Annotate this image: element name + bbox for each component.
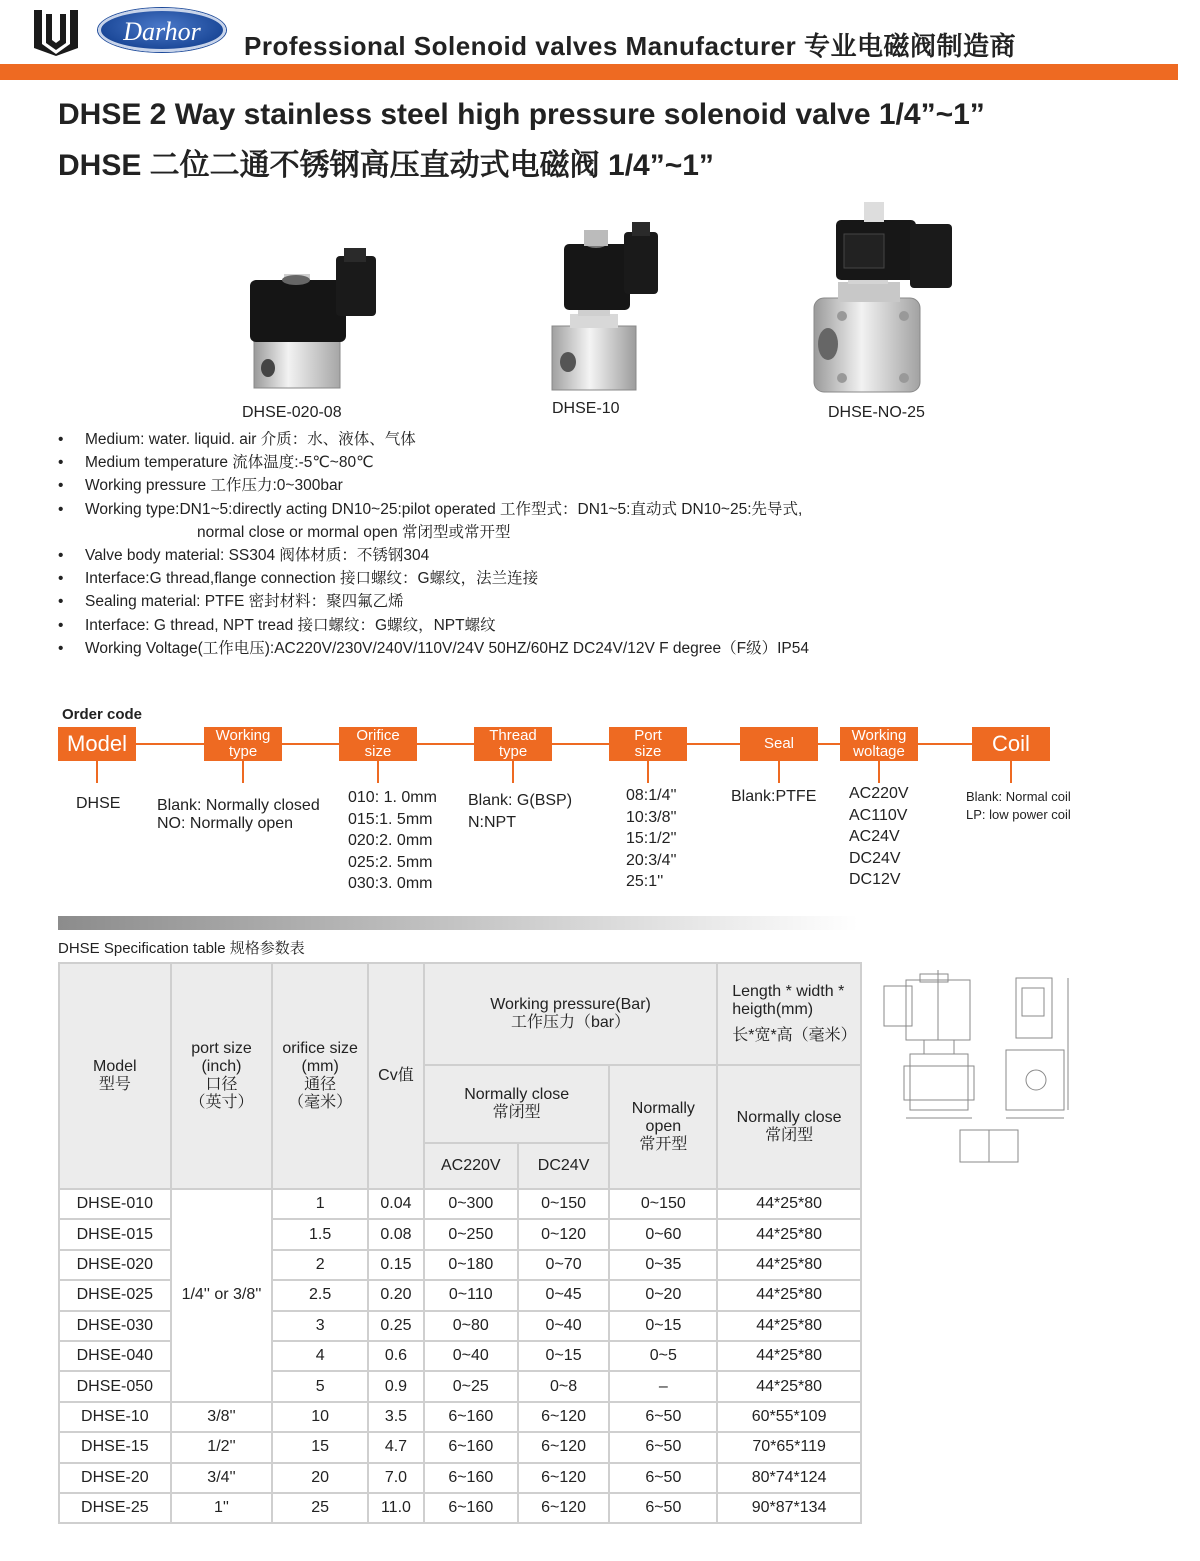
header-tagline: Professional Solenoid valves Manufacturer 专业电磁阀制造商 xyxy=(244,31,1016,61)
cell-cv: 0.9 xyxy=(368,1371,424,1401)
header-text: Length * width * xyxy=(732,983,845,1000)
cell-cv: 4.7 xyxy=(368,1432,424,1462)
spec-table-title: DHSE Specification table 规格参数表 xyxy=(58,940,305,957)
cell-model: DHSE-15 xyxy=(59,1432,171,1462)
header-text: 通径 xyxy=(304,1076,337,1093)
order-option: Blank: Normally closed xyxy=(157,797,320,814)
order-box-seal xyxy=(740,727,818,761)
cell-dim: 60*55*109 xyxy=(717,1402,861,1432)
cell-model: DHSE-10 xyxy=(59,1402,171,1432)
table-row xyxy=(59,1432,861,1462)
order-option: AC220V xyxy=(849,785,909,802)
order-box-label: Model xyxy=(67,731,127,756)
cell-dim: 44*25*80 xyxy=(717,1341,861,1371)
cell-dim: 44*25*80 xyxy=(717,1189,861,1219)
header-text: 常闭型 xyxy=(492,1104,541,1121)
feature-text: Working Voltage(工作电压):AC220V/230V/240V/110V/24V 50HZ/60HZ DC24V/12V F degree（F级）IP54 xyxy=(85,639,809,657)
header-text: （英寸） xyxy=(189,1094,254,1111)
cell-no: 6~50 xyxy=(609,1402,717,1432)
order-stem xyxy=(647,761,649,783)
header-port-size xyxy=(171,963,273,1189)
cell-ac: 6~160 xyxy=(424,1493,518,1523)
cell-dim: 70*65*119 xyxy=(717,1432,861,1462)
header-divider xyxy=(0,64,1178,80)
cell-orifice: 2 xyxy=(272,1250,368,1280)
header-cv: Cv值 xyxy=(368,963,424,1189)
order-box-label-2: type xyxy=(498,743,528,760)
cell-model: DHSE-050 xyxy=(59,1371,171,1401)
order-options-coil xyxy=(966,788,1071,824)
order-box-label: Working xyxy=(851,727,907,744)
cell-ac: 0~300 xyxy=(424,1189,518,1219)
cell-cv: 7.0 xyxy=(368,1463,424,1493)
order-option: N:NPT xyxy=(468,813,516,831)
order-box-model xyxy=(58,727,136,761)
order-options-thread-type xyxy=(468,790,572,833)
header-text: Model xyxy=(93,1058,137,1075)
cell-dc: 6~120 xyxy=(518,1493,610,1523)
cell-orifice: 20 xyxy=(272,1463,368,1493)
header-text: (inch) xyxy=(201,1058,242,1075)
order-box-thread-type xyxy=(474,727,552,761)
header-ac220v: AC220V xyxy=(424,1143,518,1189)
cell-ac: 6~160 xyxy=(424,1463,518,1493)
header-text: (mm) xyxy=(301,1058,339,1075)
table-row xyxy=(59,1189,861,1219)
header-text: Working pressure(Bar) xyxy=(490,996,651,1013)
feature-item xyxy=(58,428,1058,451)
header-text: 常开型 xyxy=(639,1136,688,1153)
product-image-dhse-no-25 xyxy=(808,198,958,398)
product-image-dhse-10 xyxy=(548,222,664,398)
feature-item xyxy=(58,474,1058,497)
header-normally-close xyxy=(424,1065,610,1143)
cell-port: 1'' xyxy=(171,1493,273,1523)
cell-cv: 0.15 xyxy=(368,1250,424,1280)
order-box-label-2: type xyxy=(228,743,258,760)
feature-text: Valve body material: SS304 阀体材质：不锈钢304 xyxy=(85,547,430,565)
order-box-port-size xyxy=(609,727,687,761)
cell-ac: 0~40 xyxy=(424,1341,518,1371)
table-row xyxy=(59,1493,861,1523)
order-stem xyxy=(1010,761,1012,783)
product-image-dhse-020-08 xyxy=(244,246,384,392)
order-option: 20:3/4'' xyxy=(626,851,677,869)
order-option: 010: 1. 0mm xyxy=(348,789,437,806)
order-stem xyxy=(377,761,379,783)
feature-list xyxy=(58,428,1058,660)
page-title-en: DHSE 2 Way stainless steel high pressure solenoid valve 1/4”~1” xyxy=(58,98,985,131)
order-option: AC110V xyxy=(849,806,908,824)
header-text: 口径 xyxy=(205,1076,238,1093)
feature-text: Medium: water. liquid. air 介质：水、液体、气体 xyxy=(85,431,416,448)
cell-orifice: 10 xyxy=(272,1402,368,1432)
cell-dc: 0~150 xyxy=(518,1189,610,1219)
page-header xyxy=(0,0,1200,86)
cell-dc: 6~120 xyxy=(518,1402,610,1432)
cell-dim: 44*25*80 xyxy=(717,1280,861,1310)
cell-no: 6~50 xyxy=(609,1493,717,1523)
cell-model: DHSE-030 xyxy=(59,1311,171,1341)
header-text: （毫米） xyxy=(288,1094,353,1111)
order-box-label: Coil xyxy=(992,731,1030,756)
order-option: LP: low power coil xyxy=(966,807,1071,822)
order-options-working-voltage xyxy=(849,783,909,891)
header-text: Normally close xyxy=(736,1109,842,1126)
cell-dim: 44*25*80 xyxy=(717,1250,861,1280)
header-text: 工作压力（bar） xyxy=(510,1014,631,1031)
feature-item xyxy=(58,544,1058,567)
cell-orifice: 15 xyxy=(272,1432,368,1462)
table-row xyxy=(59,1402,861,1432)
header-text: open xyxy=(645,1118,682,1135)
cell-cv: 0.04 xyxy=(368,1189,424,1219)
order-option: 030:3. 0mm xyxy=(348,875,433,892)
order-option: 020:2. 0mm xyxy=(348,832,433,849)
order-options-working-type xyxy=(157,795,320,834)
order-box-label: Port xyxy=(634,727,662,744)
header-text: port size xyxy=(191,1040,252,1057)
order-box-label-2: woltage xyxy=(853,743,905,760)
header-dc24v: DC24V xyxy=(518,1143,610,1189)
feature-text: Interface: G thread, NPT tread 接口螺纹：G螺纹，NPT螺纹 xyxy=(85,616,496,634)
order-options-seal xyxy=(731,786,816,808)
header-working-pressure xyxy=(424,963,717,1065)
page-title-cn: DHSE 二位二通不锈钢高压直动式电磁阀 1/4”~1” xyxy=(58,149,714,182)
order-option: DHSE xyxy=(76,795,121,812)
cell-port: 3/4'' xyxy=(171,1463,273,1493)
cell-model: DHSE-025 xyxy=(59,1280,171,1310)
product-label: DHSE-NO-25 xyxy=(828,404,925,421)
technical-drawing xyxy=(876,970,1076,1170)
order-option: 10:3/8'' xyxy=(626,808,677,826)
header-text: Normally xyxy=(631,1100,695,1117)
header-text: 常闭型 xyxy=(765,1127,814,1144)
product-label: DHSE-10 xyxy=(552,400,620,417)
cell-orifice: 3 xyxy=(272,1311,368,1341)
cell-no: 6~50 xyxy=(609,1432,717,1462)
cell-dc: 6~120 xyxy=(518,1463,610,1493)
cell-cv: 3.5 xyxy=(368,1402,424,1432)
header-text: 型号 xyxy=(98,1076,131,1093)
order-box-label: Orifice xyxy=(356,727,400,744)
cell-cv: 0.25 xyxy=(368,1311,424,1341)
feature-text: Sealing material: PTFE 密封材料：聚四氟乙烯 xyxy=(85,593,404,611)
cell-port-shared: 1/4'' or 3/8'' xyxy=(171,1189,273,1402)
brand-name: Darhor xyxy=(123,17,201,46)
feature-text: Working type:DN1~5:directly acting DN10~25:pilot operated 工作型式：DN1~5:直动式 DN10~25:先导式, xyxy=(85,500,803,518)
cell-model: DHSE-20 xyxy=(59,1463,171,1493)
order-option: 15:1/2'' xyxy=(626,830,677,847)
order-option: AC24V xyxy=(849,828,900,845)
order-stem xyxy=(512,761,514,783)
header-dim-normally-close xyxy=(717,1065,861,1189)
feature-text: Working pressure 工作压力:0~300bar xyxy=(85,477,343,495)
header-text: Normally close xyxy=(464,1086,570,1103)
feature-text-continued: normal close or mormal open 常闭型或常开型 xyxy=(197,523,511,541)
cell-model: DHSE-040 xyxy=(59,1341,171,1371)
header-model xyxy=(59,963,171,1189)
order-box-label-2: size xyxy=(634,743,662,760)
order-option: Blank:PTFE xyxy=(731,788,817,805)
header-dimensions xyxy=(717,963,861,1065)
order-code-title: Order code xyxy=(62,706,143,723)
cell-cv: 0.6 xyxy=(368,1341,424,1371)
cell-dc: 0~15 xyxy=(518,1341,610,1371)
cell-ac: 0~250 xyxy=(424,1219,518,1249)
feature-text: Interface:G thread,flange connection 接口螺纹：G螺纹，法兰连接 xyxy=(85,570,539,588)
cell-orifice: 1 xyxy=(272,1189,368,1219)
brand-logo xyxy=(98,8,226,52)
feature-text: Medium temperature 流体温度:-5℃~80℃ xyxy=(85,454,374,472)
cell-dc: 0~40 xyxy=(518,1311,610,1341)
order-stem xyxy=(96,761,98,783)
header-text: heigth(mm) xyxy=(732,1001,814,1018)
header-text: 长*宽*高（毫米） xyxy=(732,1027,857,1044)
cell-no: 0~150 xyxy=(609,1189,717,1219)
cell-dim: 44*25*80 xyxy=(717,1311,861,1341)
order-option: 25:1'' xyxy=(626,873,664,890)
cell-orifice: 2.5 xyxy=(272,1280,368,1310)
product-label: DHSE-020-08 xyxy=(242,404,342,421)
cell-ac: 0~180 xyxy=(424,1250,518,1280)
order-stem xyxy=(242,761,244,783)
cell-ac: 0~110 xyxy=(424,1280,518,1310)
cell-dim: 80*74*124 xyxy=(717,1463,861,1493)
cell-dim: 44*25*80 xyxy=(717,1371,861,1401)
order-option: 025:2. 5mm xyxy=(348,853,433,871)
cell-no: 6~50 xyxy=(609,1463,717,1493)
table-header-row xyxy=(59,963,861,1065)
cell-dim: 44*25*80 xyxy=(717,1219,861,1249)
cell-cv: 0.08 xyxy=(368,1219,424,1249)
cell-model: DHSE-015 xyxy=(59,1219,171,1249)
cell-no: 0~60 xyxy=(609,1219,717,1249)
cell-dim: 90*87*134 xyxy=(717,1493,861,1523)
cell-cv: 11.0 xyxy=(368,1493,424,1523)
header-text: orifice size xyxy=(282,1040,358,1057)
order-option: DC24V xyxy=(849,849,901,867)
feature-item xyxy=(58,451,1058,474)
header-normally-open xyxy=(609,1065,717,1189)
order-option: 015:1. 5mm xyxy=(348,810,433,828)
cell-orifice: 25 xyxy=(272,1493,368,1523)
order-options-port-size xyxy=(626,785,677,893)
cell-model: DHSE-25 xyxy=(59,1493,171,1523)
order-option: 08:1/4'' xyxy=(626,787,677,804)
order-box-working-type xyxy=(204,727,282,761)
order-box-label: Thread xyxy=(489,727,537,744)
order-option: NO: Normally open xyxy=(157,814,294,832)
order-option: Blank: Normal coil xyxy=(966,789,1071,804)
spec-table xyxy=(58,962,862,1524)
section-divider xyxy=(58,916,858,930)
header-orifice-size xyxy=(272,963,368,1189)
cell-no: – xyxy=(609,1371,717,1401)
order-stem xyxy=(778,761,780,783)
order-box-label-2: size xyxy=(364,743,392,760)
brand-mark-icon xyxy=(32,8,80,56)
cell-dc: 0~8 xyxy=(518,1371,610,1401)
cell-orifice: 1.5 xyxy=(272,1219,368,1249)
cell-ac: 0~80 xyxy=(424,1311,518,1341)
order-options-orifice-size xyxy=(348,787,437,895)
cell-no: 0~35 xyxy=(609,1250,717,1280)
cell-orifice: 5 xyxy=(272,1371,368,1401)
order-option: DC12V xyxy=(849,871,901,888)
cell-orifice: 4 xyxy=(272,1341,368,1371)
table-row xyxy=(59,1463,861,1493)
cell-dc: 0~45 xyxy=(518,1280,610,1310)
order-box-orifice-size xyxy=(339,727,417,761)
cell-dc: 0~120 xyxy=(518,1219,610,1249)
cell-no: 0~5 xyxy=(609,1341,717,1371)
feature-item xyxy=(58,637,1058,660)
order-options-model xyxy=(76,793,120,815)
order-option: Blank: G(BSP) xyxy=(468,792,573,809)
cell-no: 0~20 xyxy=(609,1280,717,1310)
order-box-coil xyxy=(972,727,1050,761)
order-box-label: Working xyxy=(215,727,271,744)
cell-dc: 6~120 xyxy=(518,1432,610,1462)
cell-dc: 0~70 xyxy=(518,1250,610,1280)
cell-port: 3/8'' xyxy=(171,1402,273,1432)
feature-item xyxy=(58,498,1058,544)
order-box-label: Seal xyxy=(763,735,795,752)
feature-item xyxy=(58,567,1058,590)
cell-ac: 6~160 xyxy=(424,1432,518,1462)
cell-ac: 0~25 xyxy=(424,1371,518,1401)
order-box-working-voltage xyxy=(840,727,918,761)
cell-port: 1/2'' xyxy=(171,1432,273,1462)
order-stem xyxy=(878,761,880,783)
feature-item xyxy=(58,590,1058,613)
cell-cv: 0.20 xyxy=(368,1280,424,1310)
cell-model: DHSE-010 xyxy=(59,1189,171,1219)
cell-ac: 6~160 xyxy=(424,1402,518,1432)
cell-no: 0~15 xyxy=(609,1311,717,1341)
cell-model: DHSE-020 xyxy=(59,1250,171,1280)
feature-item xyxy=(58,614,1058,637)
